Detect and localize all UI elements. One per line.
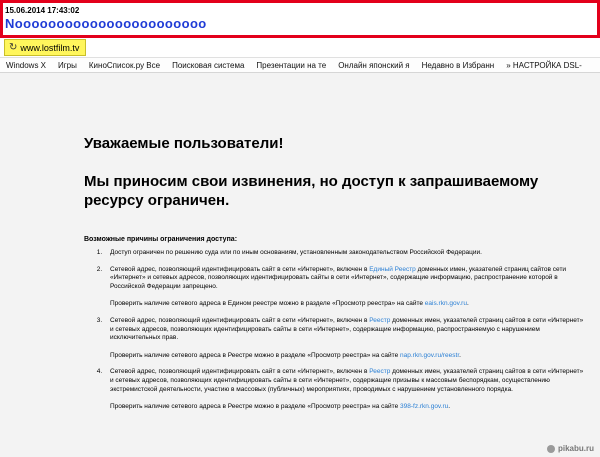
check-note xyxy=(110,403,584,412)
address-bar xyxy=(0,38,600,57)
reason-text: Доступ ограничен по решению суда или по иным основаниям, установленным законодательством Российской Федерации. xyxy=(110,249,482,256)
reload-icon[interactable]: ↻ xyxy=(9,41,18,53)
pikabu-logo-icon xyxy=(547,445,555,453)
reason-text: доменных имен, указателей страниц сайтов в сети «Интернет» и сетевых адресов, позволяющих идентифицировать сайты в сети «Интернет», содержащие информацию, распространяемую с нарушением исключительных прав. xyxy=(110,316,584,342)
reason-item xyxy=(104,249,584,258)
bookmark-item[interactable]: Поисковая система xyxy=(172,60,245,70)
bookmark-item[interactable]: Windows X xyxy=(6,60,47,70)
reason-text: доменных имен, указателей страниц сайтов сети «Интернет» и сетевых адресов, позволяющих идентифицировать сайты в сети «Интернет», содержащие информацию, распространение которой в Российской Федерации запрещено. xyxy=(110,265,567,290)
reason-text: Сетевой адрес, позволяющий идентифицировать сайт в сети «Интернет», включен в xyxy=(110,368,370,376)
check-site-link[interactable]: nap.rkn.gov.ru/reestr xyxy=(400,351,460,359)
registry-link[interactable]: Единый Реестр xyxy=(369,265,416,273)
bookmark-item[interactable]: » НАСТРОЙКА DSL- xyxy=(506,60,582,70)
bookmarks-bar xyxy=(0,57,600,73)
reason-item xyxy=(104,317,584,360)
check-text: Проверить наличие сетевого адреса в Едином реестре можно в разделе «Просмотр реестра» на сайте xyxy=(110,300,425,308)
bookmark-item[interactable]: Онлайн японский я xyxy=(338,60,410,70)
check-text-end: . xyxy=(466,300,469,308)
check-text: Проверить наличие сетевого адреса в Реестре можно в разделе «Просмотр реестра» на сайте xyxy=(110,403,400,411)
reason-item xyxy=(104,368,584,411)
reason-text: доменных имен, указателей страниц сайтов в сети «Интернет» и сетевых адресов, позволяющих идентифицировать сайты в сети «Интернет», содержащие призывы к массовым беспорядкам, осуществлению экстремистской деятельности, участию в массовых (публичных) мероприятиях, проводимых с нарушением установленного порядка. xyxy=(110,368,584,393)
check-text-end: . xyxy=(459,351,461,359)
reasons-title: Возможные причины ограничения доступа: xyxy=(84,236,238,243)
post-box xyxy=(0,0,600,38)
check-text-end: . xyxy=(448,403,451,411)
bookmark-item[interactable]: Игры xyxy=(58,60,77,70)
registry-link[interactable]: Реестр xyxy=(369,316,391,324)
page-greeting: Уважаемые пользователи! xyxy=(84,135,284,152)
check-note xyxy=(110,352,584,361)
url-text[interactable]: www.lostfilm.tv xyxy=(20,42,80,53)
pikabu-watermark xyxy=(547,444,594,453)
registry-link[interactable]: Реестр xyxy=(369,368,391,376)
bookmark-item[interactable]: КиноСписок.ру Все xyxy=(88,60,161,70)
bookmark-item[interactable]: Недавно в Избранн xyxy=(421,60,495,70)
reason-text: Сетевой адрес, позволяющий идентифицировать сайт в сети «Интернет», включен в xyxy=(110,316,370,324)
reason-item xyxy=(104,266,584,309)
watermark-text: pikabu.ru xyxy=(557,444,594,453)
reason-text: Сетевой адрес, позволяющий идентифицировать сайт в сети «Интернет», включен в xyxy=(110,265,370,273)
bookmark-item[interactable]: Презентации на те xyxy=(256,60,327,70)
check-site-link[interactable]: 398-fz.rkn.gov.ru xyxy=(400,403,449,411)
post-text: Nooooooooooooooooooooooo xyxy=(5,16,207,31)
url-chip[interactable] xyxy=(4,39,86,56)
blocked-page-content xyxy=(84,135,584,420)
post-date: 15.06.2014 17:43:02 xyxy=(5,6,80,15)
check-site-link[interactable]: eais.rkn.gov.ru xyxy=(424,300,467,308)
check-note xyxy=(110,300,584,309)
check-text: Проверить наличие сетевого адреса в Реестре можно в разделе «Просмотр реестра» на сайте xyxy=(110,351,400,359)
reasons-list xyxy=(84,249,584,412)
page-apology: Мы приносим свои извинения, но доступ к запрашиваемому ресурсу ограничен. xyxy=(84,173,539,209)
